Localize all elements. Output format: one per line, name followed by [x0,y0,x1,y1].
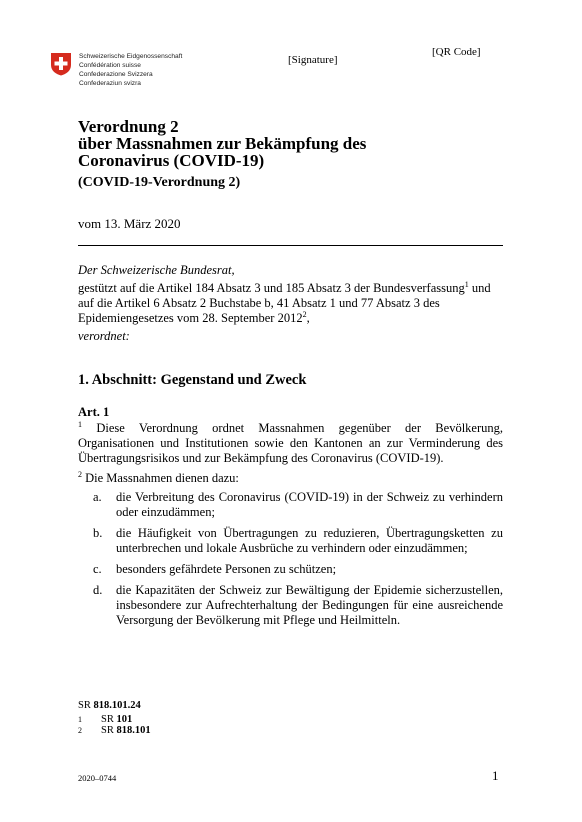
preamble-basis [78,281,503,326]
list-item [78,490,503,520]
admin-line: Schweizerische Eidgenossenschaft [79,53,183,60]
list-item-text: die Häufigkeit von Übertragungen zu reduzieren, Übertragungsketten zu unterbrechen und lokale Ausbrüche zu verhindern oder einzudämmen; [116,526,503,555]
swiss-cross-icon [50,52,72,76]
document-number: 2020–0744 [78,773,117,783]
title-line-3: Coronavirus (COVID-19) [78,151,265,170]
list-item [78,526,503,556]
list-item-text: die Kapazitäten der Schweiz zur Bewältigung der Epidemie sicherzustellen, insbesondere zur Aufrechterhaltung der Bedingungen für eine ausreichende Versorgung der Bevölkerung mit Pflege und Heilmitteln. [116,583,503,627]
page-number: 1 [492,768,499,783]
signature-placeholder: [Signature] [288,54,338,66]
title-line-1: Verordnung 2 [78,117,179,136]
section-heading: 1. Abschnitt: Gegenstand und Zweck [78,372,307,388]
preamble-verordnet: verordnet: [78,329,130,343]
footnote-number: 2 [78,726,82,735]
footnote-ref-number: 101 [116,713,133,725]
sr-number: 818.101.24 [93,700,141,711]
admin-line: Confederazione Svizzera [79,71,153,78]
footnote-ref: 2 [302,310,307,319]
sr-prefix: SR [78,700,91,711]
paragraph-1 [78,421,503,466]
footnote-ref: 1 [464,280,469,289]
list-item [78,562,503,577]
list-item-label: b. [93,526,103,540]
preamble-basis-text: , [306,311,310,325]
title-block [78,118,518,191]
admin-line: Confédération suisse [79,62,141,69]
paragraph-text: Die Massnahmen dienen dazu: [85,471,239,485]
paragraph-number: 1 [78,420,82,429]
footnotes [78,700,151,737]
footnote-number: 1 [78,714,82,724]
purpose-list [78,490,503,634]
list-item-label: c. [93,562,102,576]
paragraph-2 [78,471,503,486]
list-item-label: d. [93,583,103,597]
short-title: (COVID-19-Verordnung 2) [78,175,241,190]
footnote-prefix: SR [101,713,114,725]
footnote [78,725,151,737]
footnote-ref-number: 818.101 [116,725,151,736]
footnote [78,714,151,726]
admin-line: Confederaziun svizra [79,80,141,87]
list-item-label: a. [93,490,102,504]
list-item-text: die Verbreitung des Coronavirus (COVID-19) in der Schweiz zu verhindern oder einzudämmen; [116,490,503,519]
list-item [78,583,503,628]
sr-reference [78,700,151,712]
preamble-authority: Der Schweizerische Bundesrat, [78,263,235,277]
qr-code-placeholder: [QR Code] [432,46,481,58]
document-header [0,0,582,100]
footnote-prefix: SR [101,725,114,736]
ordinance-date: vom 13. März 2020 [78,216,181,231]
article-heading: Art. 1 [78,405,110,419]
paragraph-number: 2 [78,470,82,479]
preamble-basis-text: gestützt auf die Artikel 184 Absatz 3 und 185 Absatz 3 der Bundesverfassung [78,281,465,295]
administration-names [79,52,182,88]
preamble-basis-text: und auf die Artikel 6 Absatz 2 Buchstabe b, 41 Absatz 1 und 77 Absatz 3 des Epidemiengesetzes vom 28. September 2012 [78,281,491,325]
list-item-text: besonders gefährdete Personen zu schützen; [116,562,337,576]
title-line-2: über Massnahmen zur Bekämpfung des [78,134,367,153]
paragraph-text: Diese Verordnung ordnet Massnahmen gegenüber der Bevölkerung, Organisationen und Institutionen sowie den Kantonen an zur Verminderung des Übertragungsrisikos und zur Bekämpfung des Coronavirus (COVID-19). [78,421,504,465]
divider [78,245,503,246]
